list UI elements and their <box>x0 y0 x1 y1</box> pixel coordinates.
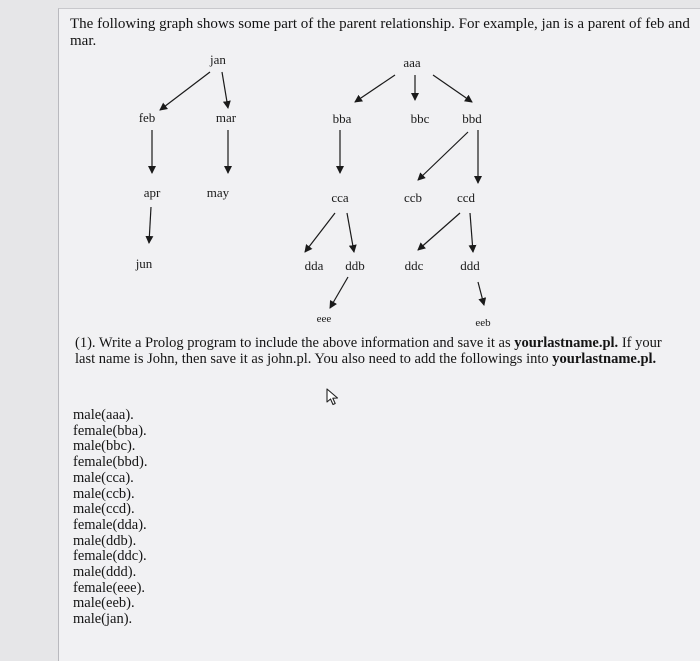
fact-item: male(aaa). <box>73 407 134 423</box>
edge-bbd-ccb <box>418 132 468 180</box>
edge-cca-ddb <box>347 213 354 252</box>
fact-item: male(jan). <box>73 611 133 628</box>
node-mar: mar <box>215 110 237 125</box>
node-may: may <box>206 185 230 200</box>
fact-item: female(ddc). <box>73 548 147 565</box>
fact-item: male(ddb). <box>73 532 137 549</box>
node-eeb: eeb <box>475 317 491 329</box>
node-cca: cca <box>331 190 349 205</box>
filename-bold: yourlastname.pl. <box>514 335 619 351</box>
fact-item: male(eeb). <box>73 595 135 612</box>
fact-item: male(cca). <box>73 469 134 486</box>
edge-aaa-bba <box>355 75 395 102</box>
node-ccb: ccb <box>403 190 423 205</box>
node-eee: eee <box>316 313 332 325</box>
fact-item: female(eee). <box>73 579 146 596</box>
edge-ddd-eeb <box>478 282 484 305</box>
intro-text: The following graph shows some part of the parent relationship. For example, jan is a parent of feb and mar. <box>70 16 690 49</box>
node-ccd: ccd <box>456 190 476 205</box>
node-feb: feb <box>138 110 156 125</box>
node-bbd: bbd <box>462 111 482 126</box>
question-text <box>75 335 685 367</box>
node-dda: dda <box>304 258 324 273</box>
node-bbc: bbc <box>410 111 430 126</box>
node-ddc: ddc <box>404 258 424 273</box>
fact-item: male(ccb). <box>73 485 135 502</box>
node-jan: jan <box>210 52 226 67</box>
node-ddb: ddb <box>345 258 365 273</box>
node-jun: jun <box>135 256 153 271</box>
mouse-pointer-icon <box>325 388 341 406</box>
node-aaa: aaa <box>403 55 421 70</box>
node-bba: bba <box>332 111 352 126</box>
node-apr: apr <box>143 185 161 200</box>
edge-ccd-ddd <box>470 213 473 252</box>
question-part1: (1). Write a Prolog program to include the above information and save it as <box>75 335 515 351</box>
edge-jan-mar <box>222 72 228 108</box>
facts-list <box>73 408 147 628</box>
fact-item: male(ccd). <box>73 501 135 518</box>
edge-apr-jun <box>149 207 151 243</box>
edge-jan-feb <box>160 72 210 110</box>
node-ddd: ddd <box>460 258 480 273</box>
edge-aaa-bbd <box>433 75 472 102</box>
fact-item: female(bbd). <box>73 454 148 471</box>
edge-dda-eee <box>330 277 348 308</box>
edge-cca-dda <box>305 213 335 252</box>
question-part2: If your last name is John, then save it as john.pl. You also need to add the followings into <box>75 335 662 367</box>
parent-relationship-graph <box>0 0 700 330</box>
fact-item: male(bbc). <box>73 438 136 455</box>
filename-bold-2: yourlastname.pl. <box>552 351 657 367</box>
fact-item: male(ddd). <box>73 564 137 581</box>
edge-ccd-ddc <box>418 213 460 250</box>
fact-item: female(bba). <box>73 422 147 439</box>
fact-item: female(dda). <box>73 516 147 533</box>
